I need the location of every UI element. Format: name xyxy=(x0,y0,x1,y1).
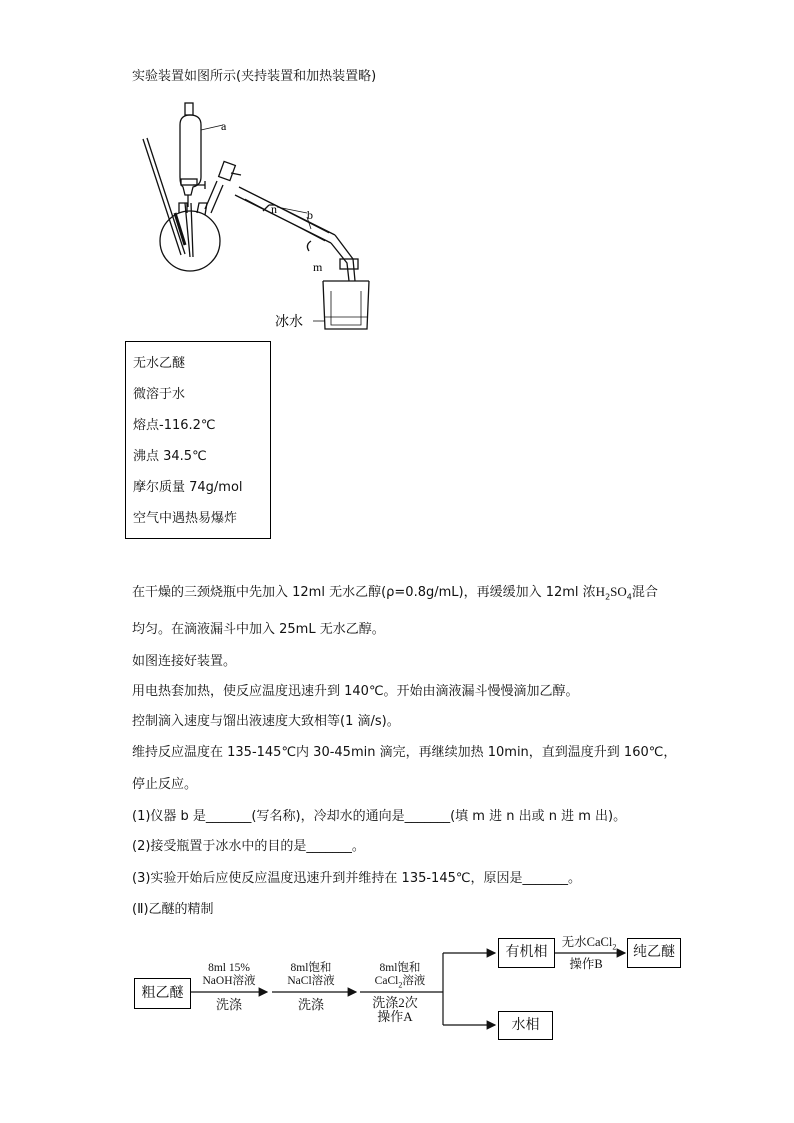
label-a: a xyxy=(221,119,227,133)
question-3: (3)实验开始后应使反应温度迅速升到并维持在 135-145℃，原因是_______。 xyxy=(132,871,581,886)
receiving-beaker xyxy=(323,281,369,329)
label-n: n xyxy=(271,202,277,216)
label-ice-water: 冰水 xyxy=(275,315,303,330)
aqueous-phase-box: 水相 xyxy=(498,1011,553,1040)
question-2: (2)接受瓶置于冰水中的目的是_______。 xyxy=(132,839,365,854)
distillation-apparatus-figure xyxy=(135,95,385,340)
step1-operation: 洗涤 xyxy=(215,997,242,1012)
step3-operation: 洗涤2次 操作A xyxy=(372,995,418,1024)
procedure-line-3: 如图连接好装置。 xyxy=(132,654,237,669)
property-hazard: 空气中遇热易爆炸 xyxy=(133,511,238,526)
ether-properties-box xyxy=(125,341,271,539)
label-m: m xyxy=(313,260,323,274)
step4-reagent: 无水CaCl$_2$ xyxy=(561,935,617,952)
property-name: 无水乙醚 xyxy=(133,356,186,371)
procedure-line-4: 用电热套加热，使反应温度迅速升到 140℃。开始由滴液漏斗慢慢滴加乙醇。 xyxy=(132,684,579,699)
thermometer xyxy=(143,138,185,255)
step3-reagent: 8ml饱和 CaCl$_2$溶液 xyxy=(374,962,426,990)
procedure-line-5: 控制滴入速度与馏出液速度大致相等(1 滴/s)。 xyxy=(132,714,400,729)
pure-ether-box: 纯乙醚 xyxy=(627,938,681,968)
step4-operation: 操作B xyxy=(569,957,603,971)
property-boiling-point: 沸点 34.5℃ xyxy=(133,449,207,464)
procedure-line-2: 均匀。在滴液漏斗中加入 25mL 无水乙醇。 xyxy=(132,622,385,637)
procedure-line-1: 在干燥的三颈烧瓶中先加入 12ml 无水乙醇(ρ=0.8g/mL)，再缓缓加入 12ml 浓$H_2SO_4$混合 xyxy=(132,584,658,602)
question-1: (1)仪器 b 是_______(写名称)，冷却水的通向是_______(填 m 进 n 出或 n 进 m 出)。 xyxy=(132,809,627,824)
property-molar-mass: 摩尔质量 74g/mol xyxy=(133,480,243,495)
procedure-line-7: 停止反应。 xyxy=(132,777,198,792)
crude-ether-box: 粗乙醚 xyxy=(134,978,191,1009)
dropping-funnel xyxy=(180,115,201,195)
step1-reagent: 8ml 15% NaOH溶液 xyxy=(202,962,256,987)
property-solubility: 微溶于水 xyxy=(133,387,186,402)
step2-operation: 洗涤 xyxy=(297,997,324,1012)
organic-phase-box: 有机相 xyxy=(498,938,555,968)
label-b: b xyxy=(307,208,313,222)
section-2-heading: (Ⅱ)乙醚的精制 xyxy=(132,902,214,917)
property-melting-point: 熔点-116.2℃ xyxy=(133,418,216,433)
procedure-line-6: 维持反应温度在 135-145℃内 30-45min 滴完，再继续加热 10min，直到温度升到 160℃， xyxy=(132,745,677,760)
intro-text: 实验装置如图所示(夹持装置和加热装置略) xyxy=(132,69,377,84)
step2-reagent: 8ml饱和 NaCl溶液 xyxy=(287,962,335,987)
condenser xyxy=(235,187,335,243)
